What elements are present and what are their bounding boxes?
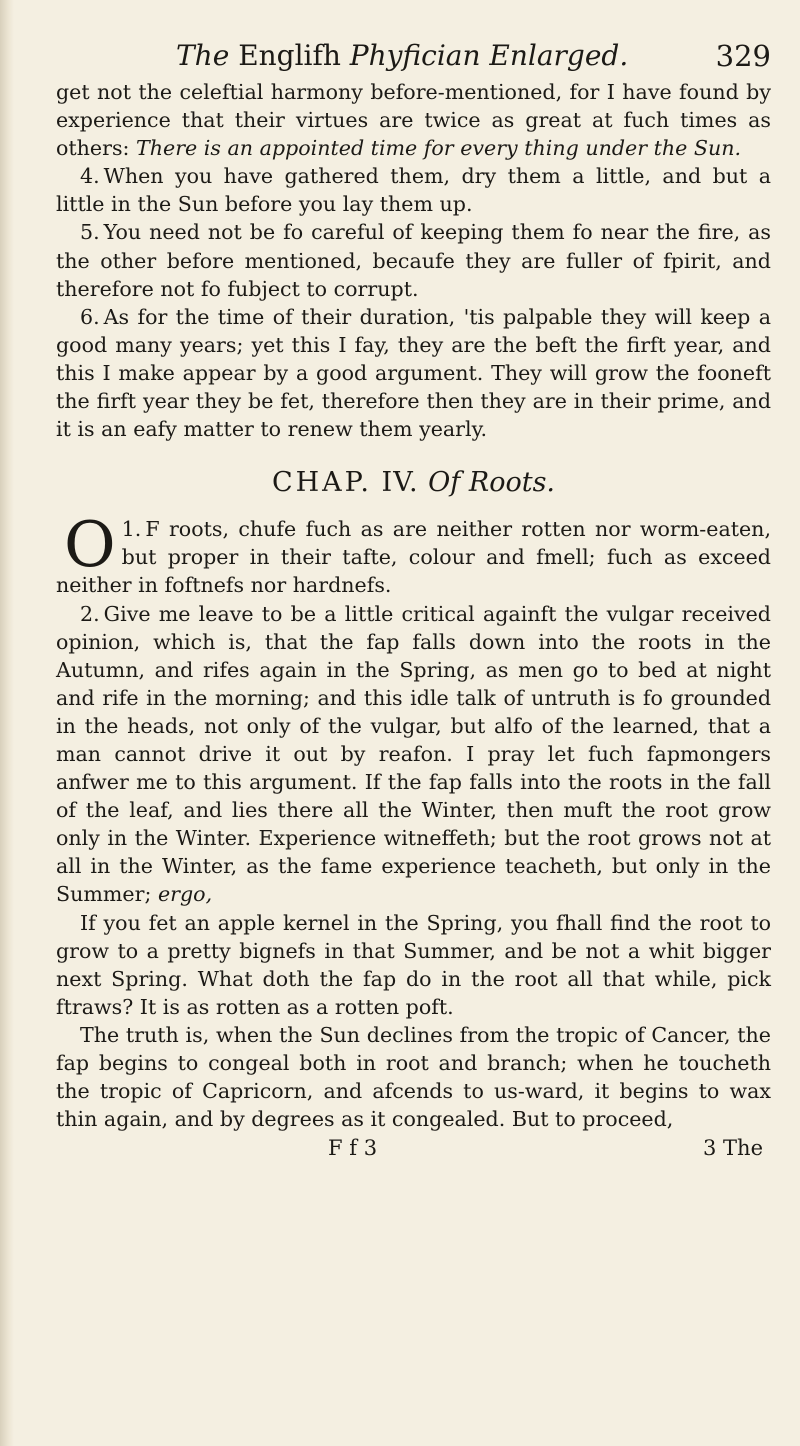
chapter-title: Of Roots. [428, 467, 556, 499]
chapter-heading [56, 465, 771, 501]
page-number: 329 [715, 39, 771, 73]
book-page [56, 34, 771, 1163]
scripture-quote: There is an appointed time for every thing under the Sun. [136, 136, 742, 161]
running-title-the: The [176, 39, 230, 72]
running-title-englifh: Englifh [238, 39, 341, 72]
paragraph-continued-text: get not the celeftial harmony before-mentioned, for I have found by experience that their virtues are twice as great at fuch times as others: [56, 80, 771, 161]
paragraph-number: 2. [80, 601, 100, 626]
page-binding-edge [0, 0, 14, 1446]
signature-mark: F f 3 [328, 1136, 378, 1161]
chapter-paragraph-3 [56, 909, 771, 1021]
drop-cap: O [64, 508, 116, 582]
running-title [176, 34, 628, 78]
chapter-paragraph-1 [56, 508, 771, 599]
paragraph-6 [56, 303, 771, 443]
paragraph-number: 1. [121, 517, 142, 542]
ergo-italic: ergo, [157, 882, 213, 907]
paragraph-number: 4. [80, 164, 100, 189]
page-footer [56, 1133, 771, 1163]
paragraph-text: You need not be fo careful of keeping them fo near the fire, as the other before mentioned, becaufe they are fuller of fpirit, and therefore not fo fubject to corrupt. [56, 220, 771, 301]
paragraph-5 [56, 218, 771, 302]
body-text [56, 78, 771, 1133]
paragraph-text: When you have gathered them, dry them a little, and but a little in the Sun before you lay them up. [56, 164, 771, 217]
chapter-paragraph-4 [56, 1021, 771, 1133]
paragraph-text: The truth is, when the Sun declines from the tropic of Cancer, the fap begins to congeal both in root and branch; when he toucheth the tropic of Capricorn, and afcends to us-ward, it begins to wax thin again, and by degrees as it congealed. But to proceed, [56, 1022, 771, 1132]
paragraph-text: Give me leave to be a little critical againft the vulgar received opinion, which is, that the fap falls down into the roots in the Autumn, and rifes again in the Spring, as men go to bed at night and rife in the morning; and this idle talk of untruth is fo grounded in the heads, not only of the vulgar, but alfo of the learned, that a man cannot drive it out by reafon. I pray let fuch fapmongers anfwer me to this argument. If the fap falls into the roots in the fall of the leaf, and lies there all the Winter, then muft the root grow only in the Winter. Experience witneffeth; but the root grows not at all in the Winter, as the fame experience teacheth, but only in the Summer; [56, 601, 771, 907]
paragraph-4 [56, 162, 771, 218]
paragraph-text: F roots, chufe fuch as are neither rotten nor worm-eaten, but proper in their tafte, colour and fmell; fuch as exceed neither in foftnefs nor hardnefs. [56, 517, 771, 598]
running-header [56, 34, 771, 78]
chapter-paragraph-2 [56, 600, 771, 909]
paragraph-number: 6. [80, 304, 100, 329]
paragraph-text: As for the time of their duration, 'tis palpable they will keep a good many years; yet this I fay, they are the beft the firft year, and this I make appear by a good argument. They will grow the fooneft the firft year they be fet, therefore then they are in their prime, and it is an eafy matter to renew them yearly. [56, 304, 771, 442]
running-title-phyfician: Phyfician Enlarged. [349, 39, 629, 72]
chapter-label: CHAP. [271, 467, 372, 499]
paragraph-continued [56, 78, 771, 162]
paragraph-number: 5. [80, 220, 100, 245]
catchword: 3 The [703, 1136, 763, 1161]
paragraph-text: If you fet an apple kernel in the Spring, you fhall find the root to grow to a pretty bignefs in that Summer, and be not a whit bigger next Spring. What doth the fap do in the root all that while, pick ftraws? It is as rotten as a rotten poft. [56, 910, 771, 1019]
chapter-number: IV. [381, 467, 419, 499]
